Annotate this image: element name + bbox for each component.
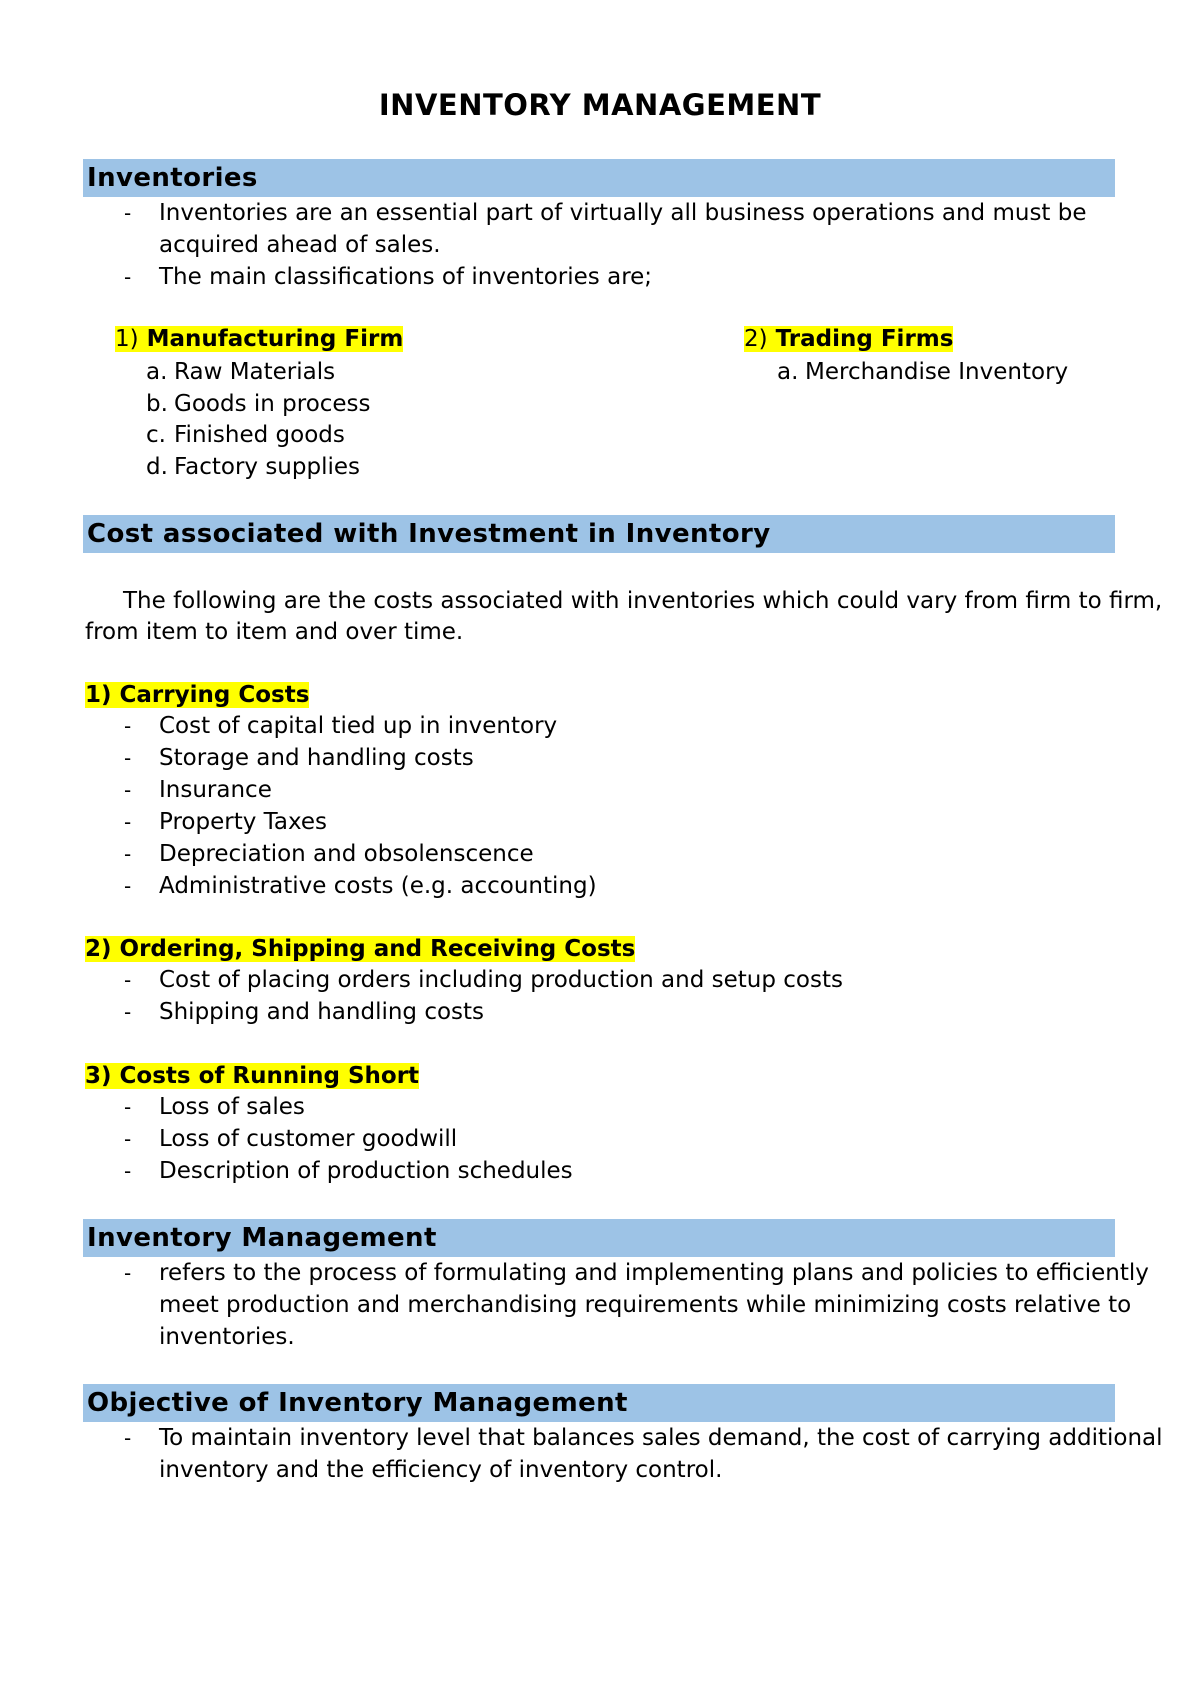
bullet-dash: - bbox=[124, 714, 132, 738]
bullet-dash: - bbox=[124, 1261, 132, 1285]
trading-item-a: Merchandise Inventory bbox=[805, 359, 1069, 385]
bullet-dash: - bbox=[124, 1000, 132, 1024]
bullet-dash: - bbox=[124, 1127, 132, 1151]
manufacturing-item-d: Factory supplies bbox=[174, 454, 360, 480]
inventories-bullet-1: Inventories are an essential part of virtually all business operations and must be bbox=[159, 200, 1087, 226]
carrying-costs-label: 1) Carrying Costs bbox=[85, 682, 310, 708]
bullet-dash: - bbox=[124, 810, 132, 834]
carrying-item: Property Taxes bbox=[159, 809, 328, 835]
section-heading-inventory-management: Inventory Management bbox=[83, 1219, 1115, 1257]
carrying-item: Depreciation and obsolenscence bbox=[159, 841, 534, 867]
manufacturing-item-b: Goods in process bbox=[174, 391, 371, 417]
objective-line-2: inventory and the efficiency of inventory control. bbox=[159, 1457, 723, 1483]
bullet-dash: - bbox=[124, 842, 132, 866]
bullet-dash: - bbox=[124, 201, 132, 225]
manufacturing-number: 1) bbox=[115, 326, 139, 352]
trading-marker-a: a. bbox=[777, 359, 799, 385]
carrying-item: Insurance bbox=[159, 777, 272, 803]
costs-intro-line-2: from item to item and over time. bbox=[85, 619, 464, 645]
costs-intro-line-1: The following are the costs associated with inventories which could vary from firm to firm, bbox=[123, 588, 1163, 614]
section-heading-objective: Objective of Inventory Management bbox=[83, 1384, 1115, 1422]
document-title: INVENTORY MANAGEMENT bbox=[378, 88, 822, 122]
inventories-bullet-1-cont: acquired ahead of sales. bbox=[159, 232, 441, 258]
management-line-2: meet production and merchandising requirements while minimizing costs relative to bbox=[159, 1292, 1132, 1318]
bullet-dash: - bbox=[124, 746, 132, 770]
running-short-item: Loss of sales bbox=[159, 1094, 305, 1120]
manufacturing-marker-b: b. bbox=[146, 391, 168, 417]
manufacturing-label: Manufacturing Firm bbox=[146, 326, 404, 352]
carrying-item: Cost of capital tied up in inventory bbox=[159, 713, 558, 739]
bullet-dash: - bbox=[124, 1159, 132, 1183]
running-short-item: Loss of customer goodwill bbox=[159, 1126, 458, 1152]
manufacturing-marker-a: a. bbox=[146, 359, 168, 385]
bullet-dash: - bbox=[124, 1426, 132, 1450]
bullet-dash: - bbox=[124, 874, 132, 898]
inventories-bullet-2: The main classifications of inventories are; bbox=[159, 264, 653, 290]
running-short-item: Description of production schedules bbox=[159, 1158, 573, 1184]
manufacturing-marker-d: d. bbox=[146, 454, 168, 480]
trading-firms-heading bbox=[744, 324, 953, 354]
ordering-item: Cost of placing orders including production and setup costs bbox=[159, 967, 843, 993]
trading-label: Trading Firms bbox=[775, 326, 954, 352]
section-heading-inventories: Inventories bbox=[83, 159, 1115, 197]
running-short-heading bbox=[85, 1061, 419, 1091]
manufacturing-item-a: Raw Materials bbox=[174, 359, 336, 385]
carrying-costs-heading bbox=[85, 680, 309, 710]
section-heading-costs: Cost associated with Investment in Inventory bbox=[83, 515, 1115, 553]
bullet-dash: - bbox=[124, 968, 132, 992]
bullet-dash: - bbox=[124, 265, 132, 289]
bullet-dash: - bbox=[124, 778, 132, 802]
management-line-3: inventories. bbox=[159, 1324, 295, 1350]
bullet-dash: - bbox=[124, 1095, 132, 1119]
manufacturing-marker-c: c. bbox=[146, 422, 166, 448]
carrying-item: Storage and handling costs bbox=[159, 745, 474, 771]
running-short-label: 3) Costs of Running Short bbox=[85, 1063, 420, 1089]
ordering-costs-heading bbox=[85, 934, 635, 964]
carrying-item: Administrative costs (e.g. accounting) bbox=[159, 873, 597, 899]
ordering-item: Shipping and handling costs bbox=[159, 999, 485, 1025]
trading-number: 2) bbox=[744, 326, 768, 352]
manufacturing-firm-heading bbox=[115, 324, 403, 354]
ordering-costs-label: 2) Ordering, Shipping and Receiving Costs bbox=[85, 936, 636, 962]
objective-line-1: To maintain inventory level that balances sales demand, the cost of carrying additional bbox=[159, 1425, 1163, 1451]
management-line-1: refers to the process of formulating and implementing plans and policies to efficiently bbox=[159, 1260, 1149, 1286]
manufacturing-item-c: Finished goods bbox=[174, 422, 345, 448]
